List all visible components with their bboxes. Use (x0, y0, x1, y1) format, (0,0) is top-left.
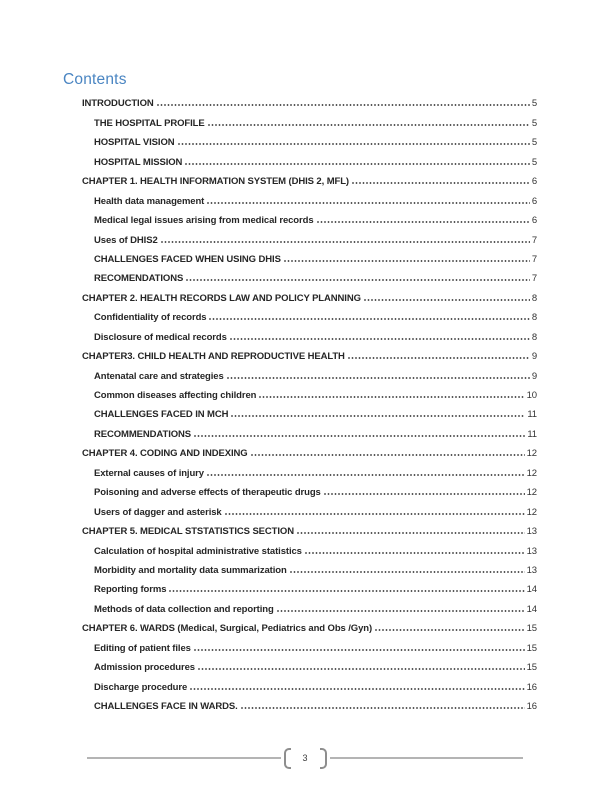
toc-leader-dots (297, 532, 525, 534)
toc-leader-dots (198, 668, 525, 670)
toc-entry-label: Users of dagger and asterisk (94, 506, 222, 518)
toc-leader-dots (230, 338, 530, 340)
toc-entry[interactable] (82, 423, 537, 442)
toc-entry[interactable] (82, 637, 537, 656)
toc-entry[interactable] (82, 287, 537, 306)
footer-page-number: 3 (302, 752, 308, 763)
toc-leader-dots (209, 318, 529, 320)
toc-entry-label: RECOMMENDATIONS (94, 428, 192, 440)
toc-entry[interactable] (82, 210, 537, 229)
toc-entry[interactable] (82, 151, 537, 170)
toc-leader-dots (277, 610, 525, 612)
toc-entry[interactable] (82, 307, 537, 326)
toc-entry[interactable] (82, 618, 537, 637)
toc-page-number: 16 (526, 701, 537, 712)
toc-page-number: 15 (526, 642, 537, 654)
toc-entry-label: INTRODUCTION (82, 98, 154, 110)
toc-entry[interactable] (82, 696, 537, 715)
toc-entry[interactable] (82, 132, 537, 151)
toc-page-number: 12 (526, 467, 537, 479)
toc-leader-dots (284, 260, 530, 262)
toc-leader-dots (305, 552, 525, 554)
toc-page-number: 7 (531, 273, 537, 285)
toc-entry[interactable] (82, 676, 537, 695)
footer-rule-left (87, 757, 281, 759)
toc-entry-label: RECOMENDATIONS (94, 273, 184, 285)
toc-entry-label: Common diseases affecting children (94, 390, 257, 401)
toc-entry[interactable] (82, 93, 537, 112)
toc-entry-label: Reporting forms (94, 584, 167, 596)
toc-page-number: 6 (531, 215, 537, 227)
toc-entry[interactable] (82, 598, 537, 617)
toc-leader-dots (169, 590, 524, 592)
toc-entry[interactable] (82, 404, 537, 423)
toc-leader-dots (324, 493, 525, 495)
toc-page-number: 5 (531, 98, 537, 110)
toc-page-number: 6 (531, 195, 537, 207)
toc-entry-label: Methods of data collection and reporting (94, 603, 274, 615)
toc-leader-dots (364, 299, 530, 301)
right-bracket-ornament (320, 748, 327, 769)
toc-page-number: 5 (531, 137, 537, 149)
toc-entry-label: HOSPITAL VISION (94, 137, 175, 149)
toc-leader-dots (290, 571, 525, 573)
toc-entry-label: Disclosure of medical records (94, 331, 227, 343)
toc-page-number: 13 (526, 564, 537, 576)
toc-leader-dots (157, 104, 530, 106)
toc-leader-dots (225, 513, 525, 515)
toc-leader-dots (352, 182, 530, 184)
toc-entry[interactable] (82, 385, 537, 404)
toc-entry[interactable] (82, 540, 537, 559)
toc-entry[interactable] (82, 560, 537, 579)
toc-page-number: 7 (531, 253, 537, 265)
toc-entry-label: THE HOSPITAL PROFILE (94, 117, 205, 129)
toc-page-number: 13 (526, 545, 537, 557)
toc-leader-dots (161, 241, 530, 243)
toc-page-number: 14 (526, 603, 537, 615)
toc-leader-dots (227, 377, 530, 379)
toc-page-number: 10 (526, 390, 537, 401)
toc-entry-label: Calculation of hospital administrative statistics (94, 545, 302, 557)
page-footer (87, 745, 523, 771)
toc-leader-dots (194, 649, 525, 651)
toc-leader-dots (375, 629, 525, 631)
toc-entry-label: Confidentiality of records (94, 312, 207, 324)
toc-entry[interactable] (82, 346, 537, 365)
toc-entry[interactable] (82, 657, 537, 676)
toc-page-number: 11 (527, 409, 537, 421)
toc-list (82, 93, 537, 715)
toc-leader-dots (259, 396, 524, 398)
toc-entry[interactable] (82, 112, 537, 131)
toc-leader-dots (207, 474, 525, 476)
toc-page-number: 12 (526, 506, 537, 518)
toc-page-number: 7 (531, 234, 537, 246)
contents-heading: Contents (63, 71, 127, 88)
toc-page-number: 8 (531, 331, 537, 343)
toc-entry-label: Medical legal issues arising from medical records (94, 215, 314, 227)
toc-entry-label: CHAPTER 4. CODING AND INDEXING (82, 448, 248, 460)
toc-page-number: 9 (531, 351, 537, 363)
toc-leader-dots (208, 124, 530, 126)
toc-entry[interactable] (82, 190, 537, 209)
toc-entry[interactable] (82, 365, 537, 384)
toc-page-number: 15 (526, 662, 537, 674)
toc-entry-label: HOSPITAL MISSION (94, 156, 183, 168)
toc-leader-dots (190, 688, 524, 690)
toc-entry-label: Antenatal care and strategies (94, 370, 224, 382)
toc-leader-dots (186, 279, 530, 281)
toc-page-number: 12 (526, 487, 537, 499)
left-bracket-ornament (284, 748, 291, 769)
toc-entry-label: Editing of patient files (94, 642, 191, 654)
toc-entry[interactable] (82, 229, 537, 248)
toc-entry[interactable] (82, 521, 537, 540)
toc-entry[interactable] (82, 501, 537, 520)
toc-page-number: 5 (531, 117, 537, 129)
toc-leader-dots (317, 221, 530, 223)
toc-entry-label: CHALLENGES FACE IN WARDS. (94, 701, 238, 712)
toc-entry-label: Discharge procedure (94, 681, 188, 693)
toc-entry[interactable] (82, 482, 537, 501)
toc-entry-label: Admission procedures (94, 662, 195, 674)
toc-entry-label: CHAPTER 2. HEALTH RECORDS LAW AND POLICY PLANNING (82, 292, 361, 304)
toc-page-number: 8 (531, 312, 537, 324)
toc-entry[interactable] (82, 579, 537, 598)
toc-page-number: 8 (531, 292, 537, 304)
toc-leader-dots (251, 454, 525, 456)
toc-entry-label: CHALLENGES FACED IN MCH (94, 409, 229, 421)
toc-page-number: 9 (531, 370, 537, 382)
toc-leader-dots (207, 202, 530, 204)
toc-page-number: 16 (526, 681, 537, 693)
toc-entry[interactable] (82, 249, 537, 268)
toc-leader-dots (348, 357, 530, 359)
toc-entry[interactable] (82, 268, 537, 287)
footer-rule-right (330, 757, 524, 759)
toc-entry-label: CHAPTER3. CHILD HEALTH AND REPRODUCTIVE HEALTH (82, 351, 345, 363)
toc-entry-label: Poisoning and adverse effects of therapeutic drugs (94, 487, 321, 499)
toc-page-number: 14 (526, 584, 537, 596)
toc-page-number: 13 (526, 526, 537, 538)
toc-page-number: 15 (526, 623, 537, 635)
toc-entry[interactable] (82, 443, 537, 462)
toc-leader-dots (178, 143, 530, 145)
toc-entry[interactable] (82, 326, 537, 345)
toc-entry-label: CHAPTER 1. HEALTH INFORMATION SYSTEM (DHIS 2, MFL) (82, 176, 349, 188)
toc-entry[interactable] (82, 171, 537, 190)
toc-leader-dots (194, 435, 525, 437)
toc-page-number: 6 (531, 176, 537, 188)
toc-entry-label: Morbidity and mortality data summarization (94, 564, 287, 576)
toc-entry-label: Uses of DHIS2 (94, 234, 158, 246)
toc-page-number: 11 (527, 428, 537, 440)
toc-entry-label: CHAPTER 5. MEDICAL STSTATISTICS SECTION (82, 526, 294, 538)
toc-leader-dots (231, 415, 525, 417)
toc-leader-dots (185, 163, 530, 165)
toc-entry[interactable] (82, 462, 537, 481)
toc-entry-label: External causes of injury (94, 467, 204, 479)
toc-leader-dots (241, 707, 525, 709)
toc-entry-label: CHAPTER 6. WARDS (Medical, Surgical, Pediatrics and Obs /Gyn) (82, 623, 373, 635)
toc-page-number: 12 (526, 448, 537, 460)
toc-entry-label: CHALLENGES FACED WHEN USING DHIS (94, 253, 281, 265)
toc-page-number: 5 (531, 156, 537, 168)
toc-entry-label: Health data management (94, 195, 205, 207)
